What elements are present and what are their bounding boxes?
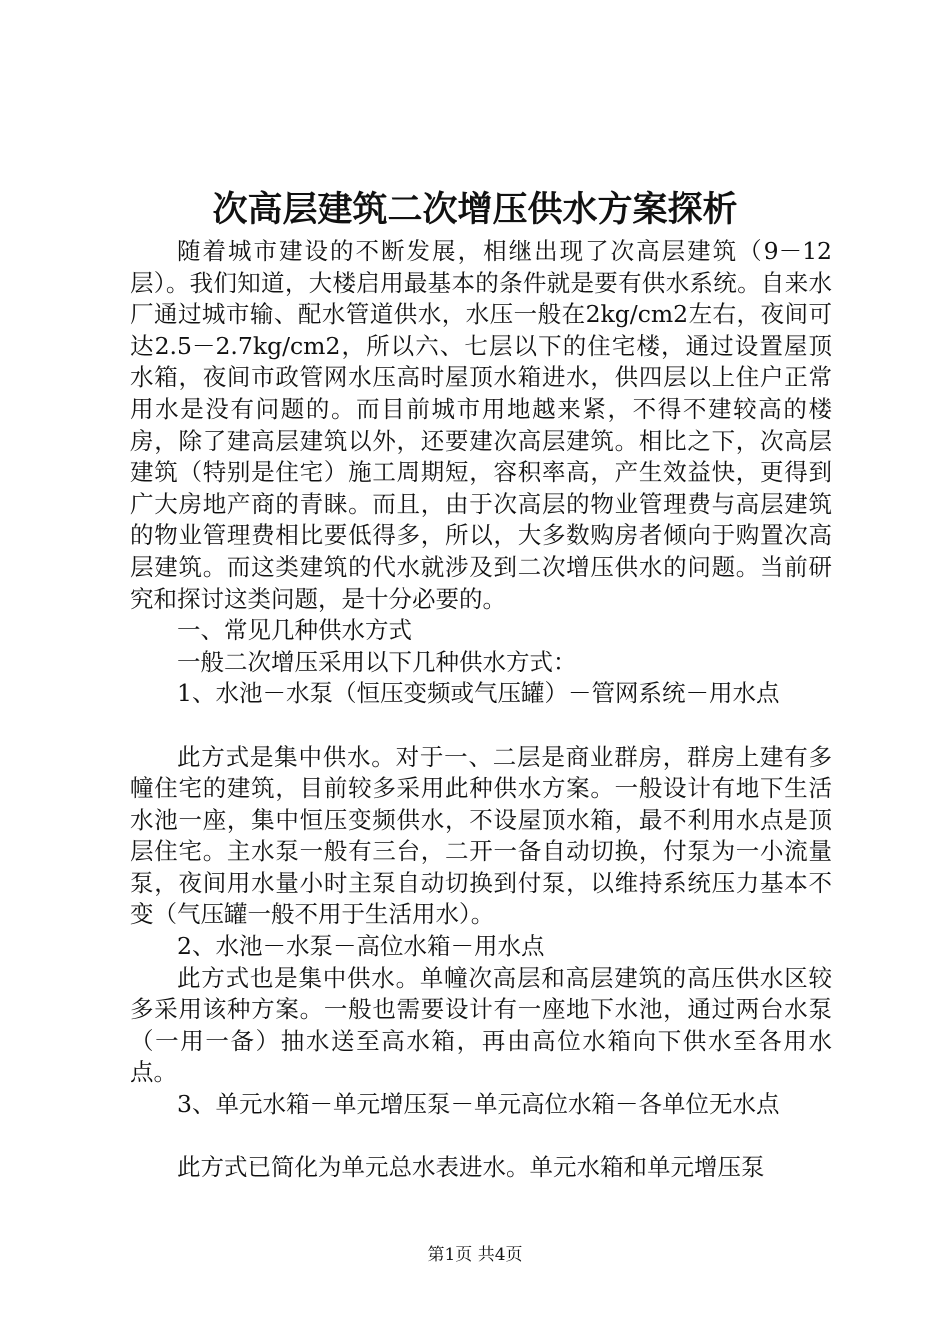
method-heading-3: 3、单元水箱－单元增压泵－单元高位水箱－各单位无水点 (177, 1090, 780, 1119)
method-heading-1: 1、水池－水泵（恒压变频或气压罐）－管网系统－用水点 (177, 679, 780, 708)
paragraph-method-3: 此方式已简化为单元总水表进水。单元水箱和单元增压泵 (177, 1153, 765, 1182)
paragraph-method-2: 此方式也是集中供水。单幢次高层和高层建筑的高压供水区较多采用该种方案。一般也需要设计有一座地下水池，通过两台水泵（一用一备）抽水送至高水箱，再由高位水箱向下供水至各用水点。 (130, 963, 832, 1087)
section-heading-1: 一、常见几种供水方式 (177, 616, 412, 645)
paragraph-intro: 随着城市建设的不断发展，相继出现了次高层建筑（9－12层）。我们知道，大楼启用最基本的条件就是要有供水系统。自来水厂通过城市输、配水管道供水，水压一般在2kg/cm2左右，夜间可达2.5－2.7kg/cm2，所以六、七层以下的住宅楼，通过设置屋顶水箱，夜间市政管网水压高时屋顶水箱进水，供四层以上住户正常用水是没有问题的。而目前城市用地越来紧，不得不建较高的楼房，除了建高层建筑以外，还要建次高层建筑。相比之下，次高层建筑（特别是住宅）施工周期短，容积率高，产生效益快，更得到广大房地产商的青睐。而且，由于次高层的物业管理费与高层建筑的物业管理费相比要低得多，所以，大多数购房者倾向于购置次高层建筑。而这类建筑的代水就涉及到二次增压供水的问题。当前研究和探讨这类问题，是十分必要的。 (130, 237, 832, 613)
method-heading-2: 2、水池－水泵－高位水箱－用水点 (177, 932, 545, 961)
paragraph-method-1: 此方式是集中供水。对于一、二层是商业群房，群房上建有多幢住宅的建筑，目前较多采用此种供水方案。一般设计有地下生活水池一座，集中恒压变频供水，不设屋顶水箱，最不利用水点是顶层住宅。主水泵一般有三台，二开一备自动切换，付泵为一小流量泵，夜间用水量小时主泵自动切换到付泵，以维持系统压力基本不变（气压罐一般不用于生活用水）。 (130, 742, 832, 929)
paragraph-lead: 一般二次增压采用以下几种供水方式： (177, 647, 577, 676)
document-body (130, 236, 832, 1184)
document-title: 次高层建筑二次增压供水方案探析 (212, 189, 738, 230)
page-footer: 第1页 共4页 (427, 1245, 523, 1265)
